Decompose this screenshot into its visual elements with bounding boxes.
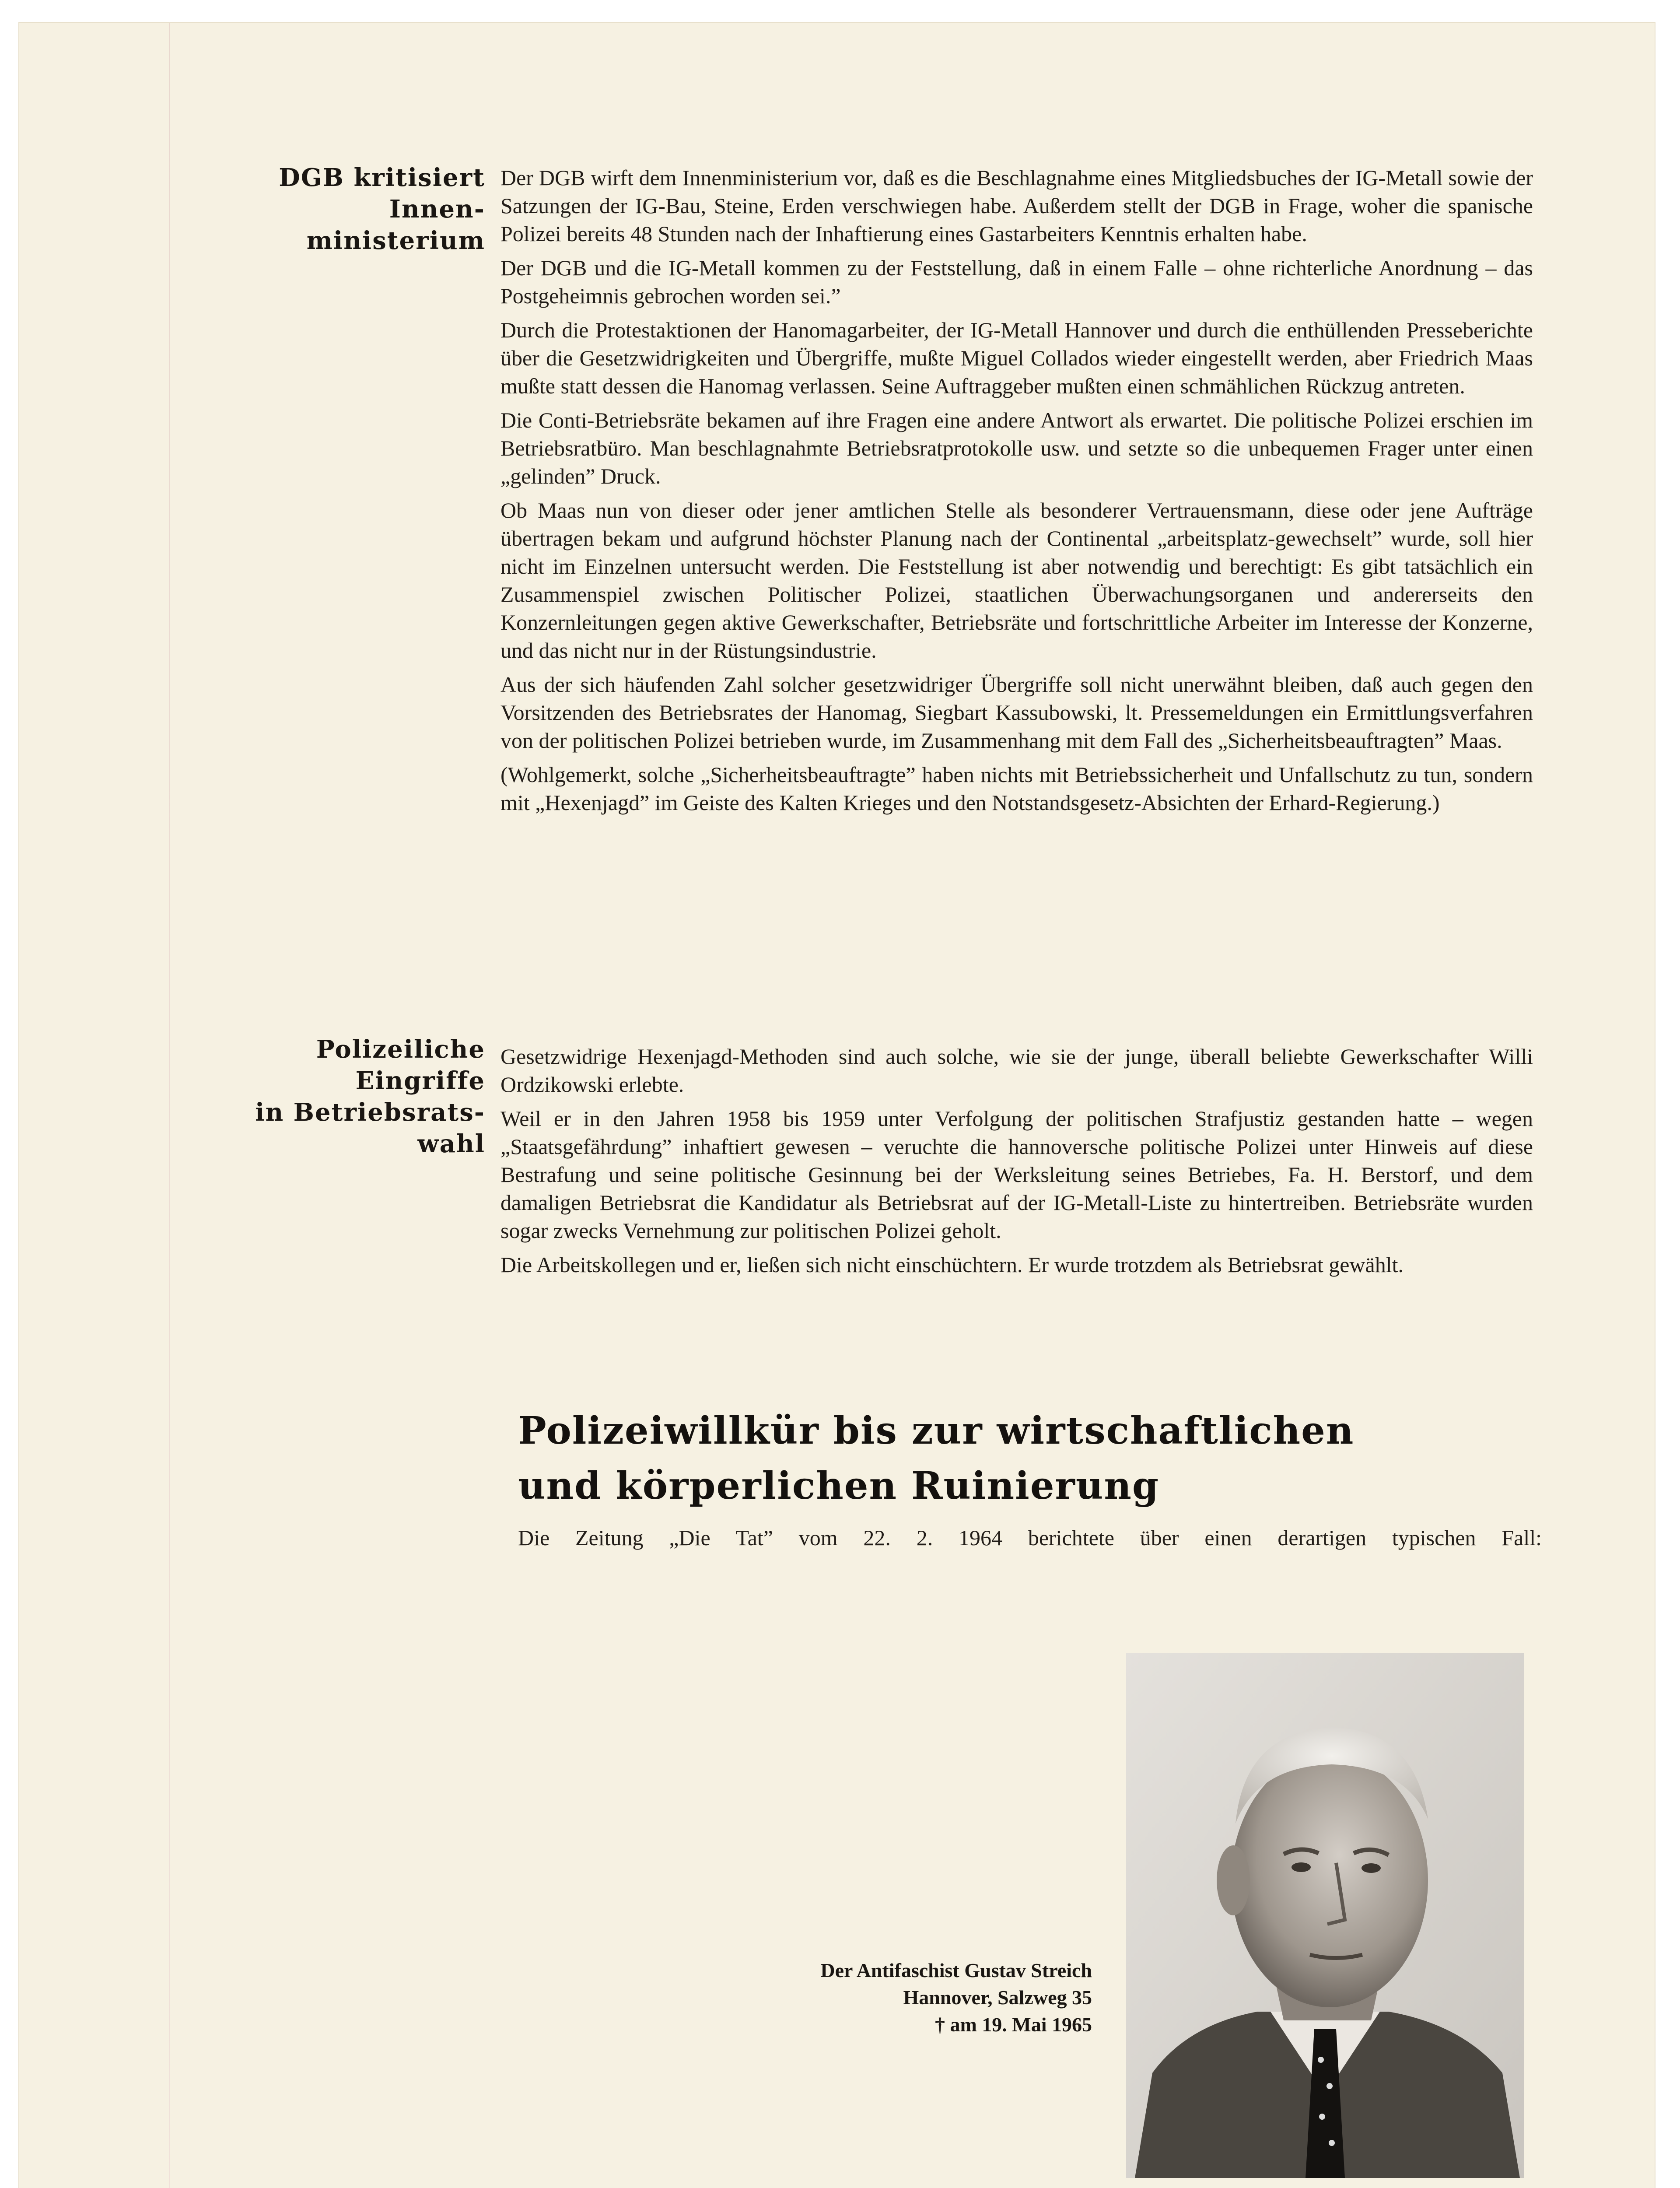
photo-caption (588, 1957, 1092, 2038)
headline-line: und körperlichen Ruinierung (518, 1464, 1160, 1508)
portrait-illustration (1126, 1653, 1524, 2178)
paragraph: Der DGB wirft dem Innenministerium vor, daß es die Beschlagnahme eines Mitgliedsbuches der IG-Metall sowie der Satzungen der IG-Bau, Steine, Erden verschwiegen habe. Außerdem stellt der DGB in Frage, woher die spanische Polizei bereits 48 Stunden nach der Inhaftierung eines Gastarbeiters Kenntnis erhalten habe. (500, 165, 1533, 246)
paragraph: Gesetzwidrige Hexenjagd-Methoden sind auch solche, wie sie der junge, überall beliebte Gewerkschafter Willi Ordzikowski erlebte. (500, 1044, 1533, 1097)
paragraph: (Wohlgemerkt, solche „Sicherheitsbeauftragte” haben nichts mit Betriebssicherheit und Unfallschutz zu tun, sondern mit „Hexenjagd” im Geiste des Kalten Krieges und den Notstandsgesetz-Absichten der Erhard-Regierung.) (500, 762, 1533, 815)
headline-line: Polizeiwillkür bis zur wirtschaftlichen (518, 1409, 1354, 1453)
paragraph: Ob Maas nun von dieser oder jener amtlichen Stelle als besonderer Vertrauensmann, diese oder jene Aufträge übertragen bekam und aufgrund höchster Planung nach der Continental „arbeitsplatz-gewechselt” wurde, soll hier nicht im Einzelnen untersucht werden. Die Feststellung ist aber notwendig und berechtigt: Es gibt tatsächlich ein Zusammenspiel zwischen Politischer Polizei, staatlichen Überwachungsorganen und andererseits den Konzernleitungen gegen aktive Gewerkschafter, Betriebsräte und fortschrittliche Arbeiter im Interesse der Konzerne, und das nicht nur in der Rüstungsindustrie. (500, 498, 1533, 663)
paragraph: Die Arbeitskollegen und er, ließen sich nicht einschüchtern. Er wurde trotzdem als Betriebsrat gewählt. (500, 1252, 1404, 1277)
side-heading-line: ministerium (306, 226, 485, 255)
side-heading-line: wahl (417, 1129, 485, 1158)
caption-line: Hannover, Salzweg 35 (903, 1986, 1092, 2009)
side-heading-polizei (168, 1034, 485, 1160)
side-heading-line: Polizeiliche (316, 1035, 485, 1064)
paragraph: Durch die Protestaktionen der Hanomagarbeiter, der IG-Metall Hannover und durch die enthüllenden Presseberichte über die Gesetzwidrigkeiten und Übergriffe, mußte Miguel Collados wieder eingestellt werden, aber Friedrich Maas mußte statt dessen die Hanomag verlassen. Seine Auftraggeber mußten einen schmählichen Rückzug antreten. (500, 318, 1533, 398)
article-headline (518, 1403, 1550, 1514)
page-sheet (19, 23, 1655, 2188)
side-heading-dgb (168, 162, 485, 256)
caption-line: † am 19. Mai 1965 (934, 2013, 1092, 2036)
intro-line: Die Zeitung „Die Tat” vom 22. 2. 1964 berichtete über einen derartigen typischen Fall: (518, 1525, 1542, 1550)
side-heading-line: Innen- (389, 195, 485, 224)
caption-line: Der Antifaschist Gustav Streich (820, 1959, 1092, 1981)
paragraph: Weil er in den Jahren 1958 bis 1959 unter Verfolgung der politischen Strafjustiz gestanden hatte – wegen „Staatsgefährdung” inhaftiert gewesen – veruchte die hannoversche politische Polizei unter Hinweis auf diese Bestrafung und seine politische Gesinnung bei der Werksleitung seines Betriebes, Fa. H. Berstorf, und dem damaligen Betriebsrat die Kandidatur als Betriebsrat auf der IG-Metall-Liste zu hintertreiben. Betriebsräte wurden sogar zwecks Vernehmung zur politischen Polizei geholt. (500, 1106, 1533, 1243)
side-heading-line: in Betriebsrats- (255, 1098, 485, 1127)
portrait-photo (1126, 1653, 1524, 2178)
paragraph: Aus der sich häufenden Zahl solcher gesetzwidriger Übergriffe soll nicht unerwähnt bleiben, daß auch gegen den Vorsitzenden des Betriebsrates der Hanomag, Siegbart Kassubowski, lt. Pressemeldungen ein Ermittlungsverfahren von der politischen Polizei betrieben wurde, im Zusammenhang mit dem Fall des „Sicherheitsbeauftragten” Maas. (500, 672, 1533, 753)
section-polizei-text (500, 1042, 1533, 1285)
section-dgb-text (500, 164, 1533, 823)
side-heading-line: DGB kritisiert (279, 163, 485, 192)
side-heading-line: Eingriffe (355, 1066, 485, 1095)
paragraph: Der DGB und die IG-Metall kommen zu der Feststellung, daß in einem Falle – ohne richterliche Anordnung – das Postgeheimnis gebrochen worden sei.” (500, 256, 1533, 308)
paragraph: Die Conti-Betriebsräte bekamen auf ihre Fragen eine andere Antwort als erwartet. Die politische Polizei erschien im Betriebsratbüro. Man beschlagnahmte Betriebsratprotokolle usw. und setzte so die unbequemen Frager unter einen „gelinden” Druck. (500, 408, 1533, 488)
